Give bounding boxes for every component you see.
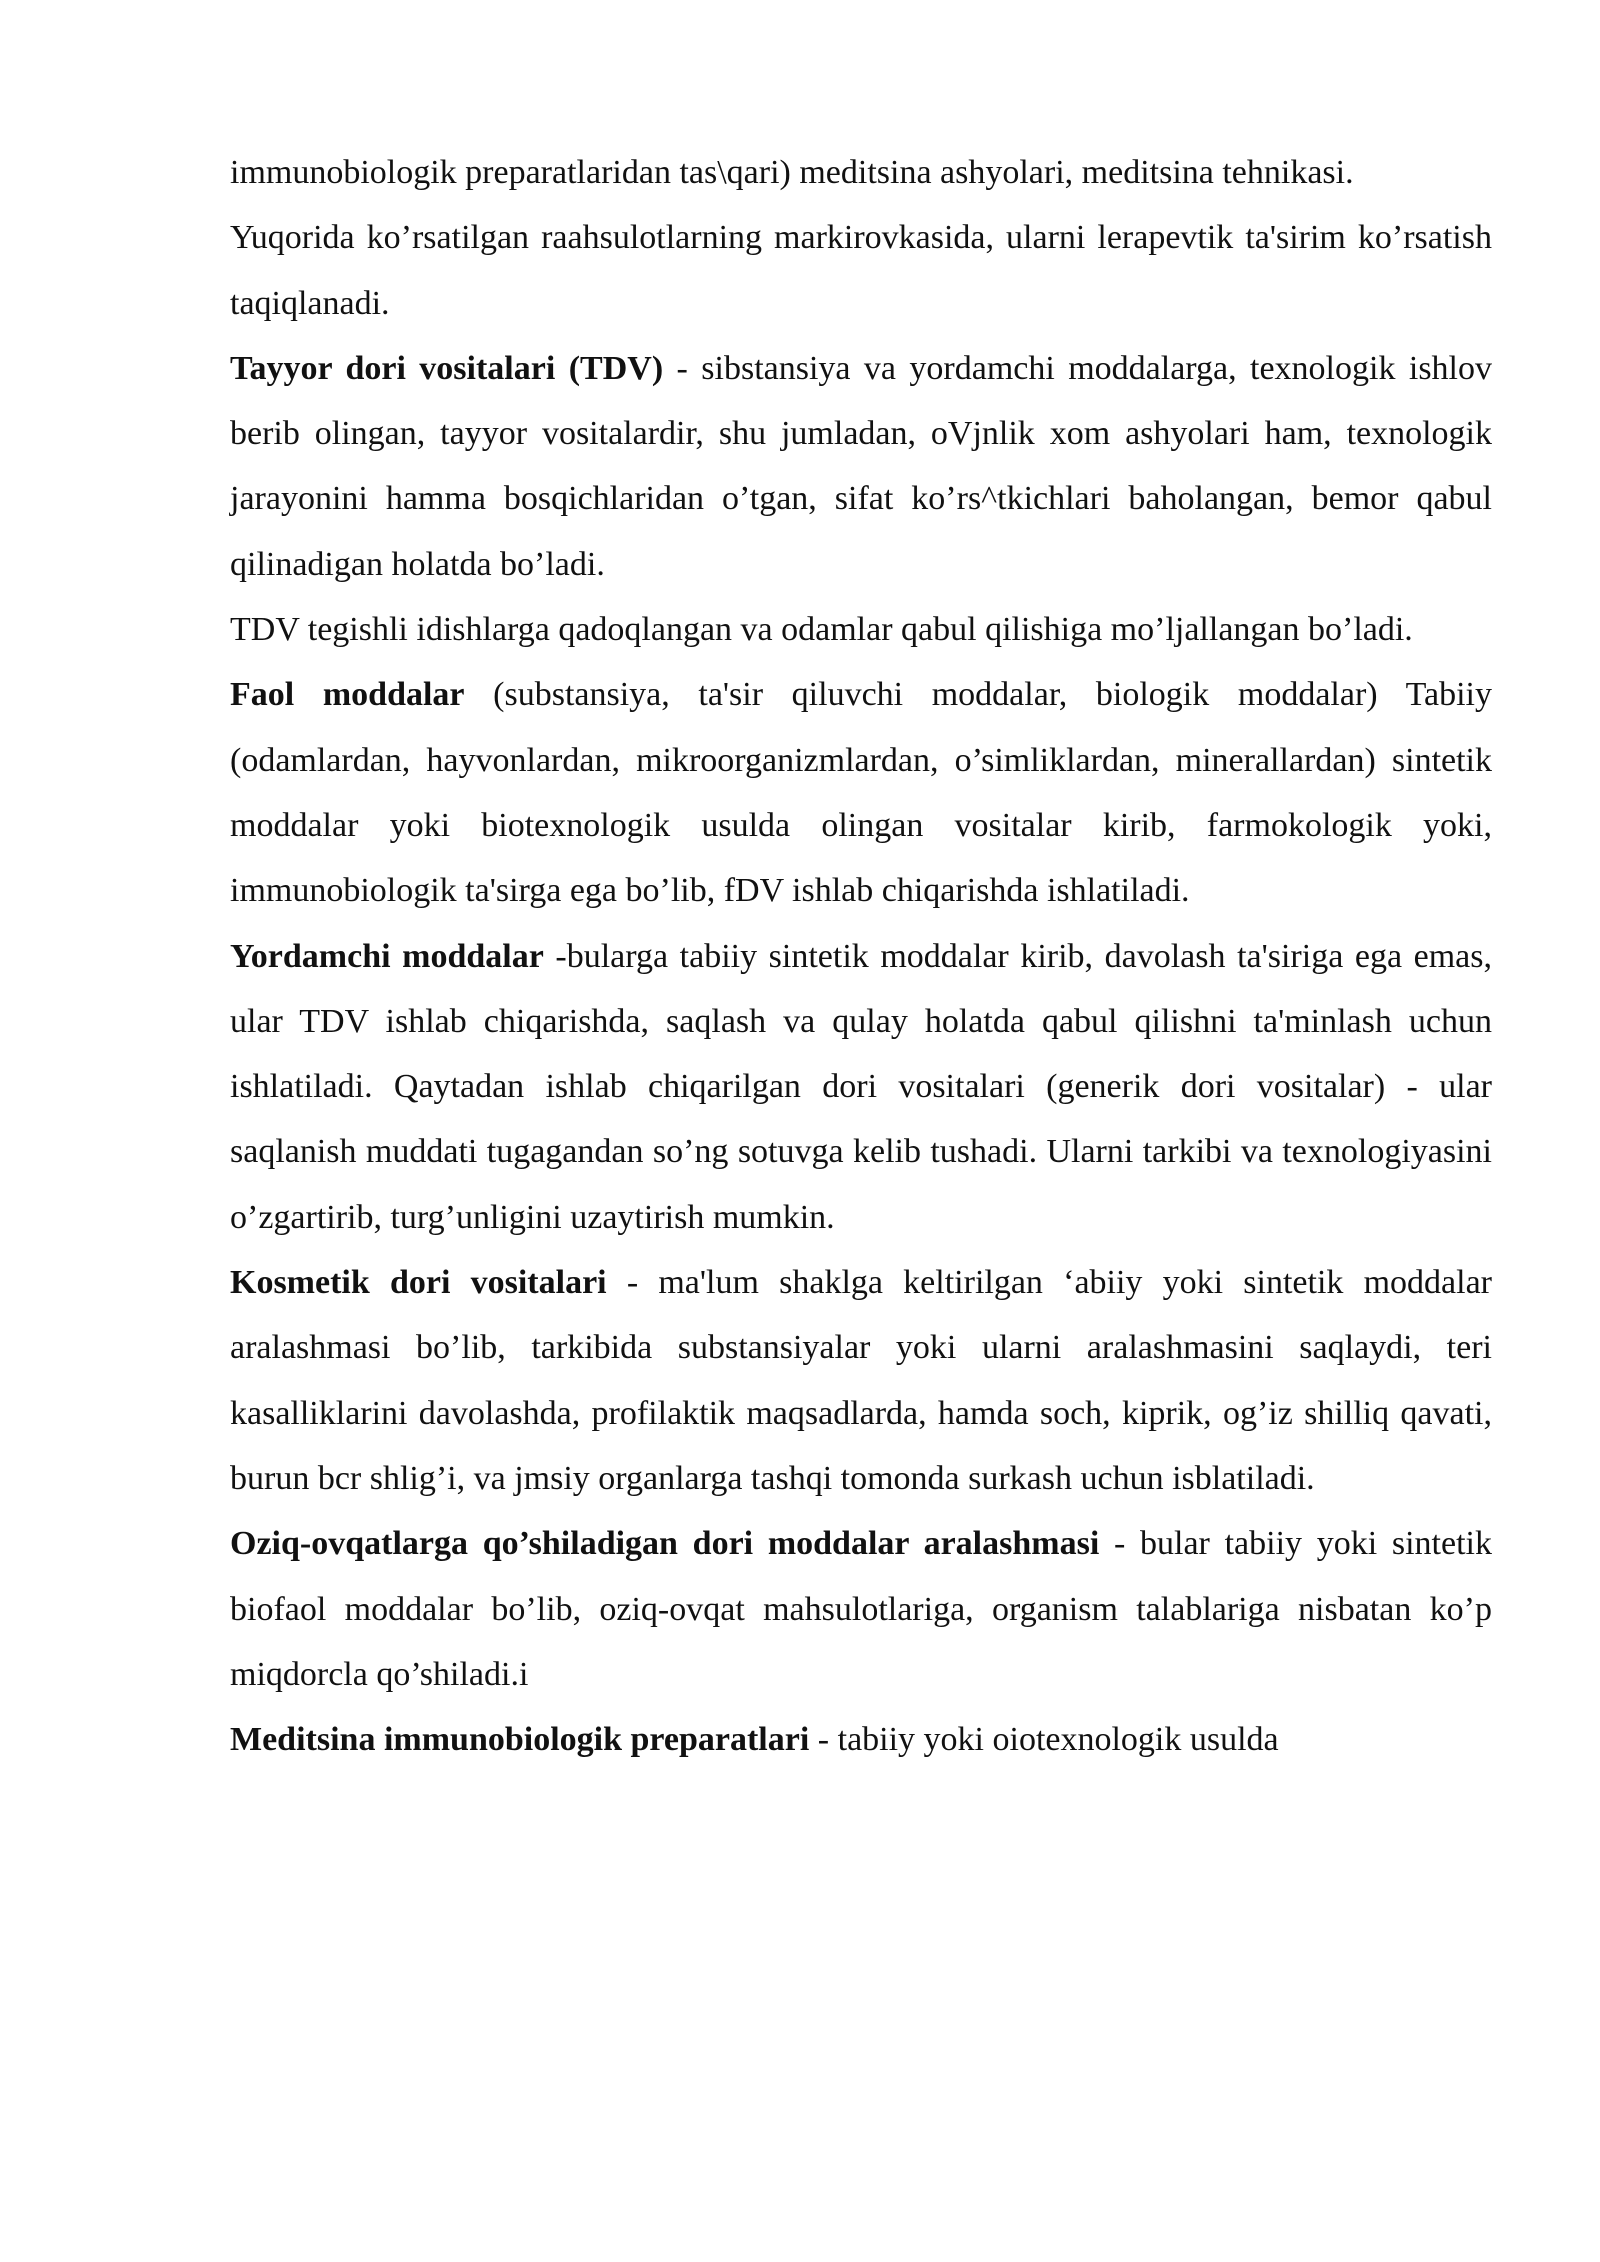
document-page: [230, 140, 1492, 1772]
paragraph-text: Yuqorida ko’rsatilgan raahsulotlarning markirovkasida, ularni lerapevtik ta'sirim ko’rsatish taqiqlanadi.: [230, 219, 1492, 322]
paragraph-text: (substansiya, ta'sir qiluvchi moddalar, biologik moddalar) Tabiiy (odamlardan, hayvonlardan, mikroorganizmlardan, o’simliklardan, minerallardan) sintetik moddalar yoki biotexnologik usulda olingan vositalar kirib, farmokologik yoki, immunobiologik ta'sirga ega bo’lib, fDV ishlab chiqarishda ishlatiladi.: [230, 676, 1492, 910]
paragraph-text: - ma'lum shaklga keltirilgan ‘abiiy yoki sintetik moddalar aralashmasi bo’lib, tarkibida substansiyalar yoki ularni aralashmasini saqlaydi, teri kasalliklarini davolashda, profilaktik maqsadlarda, hamda soch, kiprik, og’iz shilliq qavati, burun bcr shlig’i, va jmsiy organlarga tashqi tomonda surkash uchun isblatiladi.: [230, 1264, 1493, 1497]
paragraph: [230, 1707, 1492, 1772]
paragraph-text: -bularga tabiiy sintetik moddalar kirib, davolash ta'siriga ega emas, ular TDV ishlab chiqarishda, saqlash va qulay holatda qabul qilishni ta'minlash uchun ishlatiladi. Qaytadan ishlab chiqarilgan dori vositalari (generik dori vositalar) - ular saqlanish muddati tugagandan so’ng sotuvga kelib tushadi. Ularni tarkibi va texnologiyasini o’zgartirib, turg’unligini uzaytirish mumkin.: [230, 937, 1492, 1236]
paragraph-term: Tayyor dori vositalari (TDV): [230, 349, 664, 387]
paragraph-term: Oziq-ovqatlarga qo’shiladigan dori moddalar aralashmasi: [230, 1525, 1100, 1563]
paragraph-term: Faol moddalar: [230, 676, 465, 714]
paragraph: [230, 336, 1492, 597]
paragraph: [230, 1250, 1492, 1511]
paragraph-text: TDV tegishli idishlarga qadoqlangan va odamlar qabul qilishiga mo’ljallangan bo’ladi.: [230, 611, 1413, 649]
paragraph-text: - tabiiy yoki oiotexnologik usulda: [809, 1721, 1279, 1759]
paragraph-term: Kosmetik dori vositalari: [230, 1264, 607, 1302]
paragraph-text: - bular tabiiy yoki sintetik biofaol moddalar bo’lib, oziq-ovqat mahsulotlariga, organism talablariga nisbatan ko’p miqdorcla qo’shiladi.i: [230, 1525, 1492, 1693]
paragraph: [230, 662, 1492, 923]
paragraph: [230, 924, 1492, 1250]
paragraph-term: Meditsina immunobiologik preparatlari: [230, 1721, 810, 1759]
paragraph: [230, 140, 1492, 205]
paragraph-text: immunobiologik preparatlaridan tas\qari) meditsina ashyolari, meditsina tehnikasi.: [230, 154, 1354, 191]
paragraph: [230, 205, 1492, 336]
paragraph: [230, 1511, 1492, 1707]
paragraph-text: - sibstansiya va yordamchi moddalarga, texnologik ishlov berib olingan, tayyor vositalardir, shu jumladan, oVjnlik xom ashyolari ham, texnologik jarayonini hamma bosqichlaridan o’tgan, sifat ko’rs^tkichlari baholangan, bemor qabul qilinadigan holatda bo’ladi.: [230, 349, 1492, 583]
paragraph: [230, 597, 1492, 662]
paragraph-term: Yordamchi moddalar: [230, 937, 544, 975]
